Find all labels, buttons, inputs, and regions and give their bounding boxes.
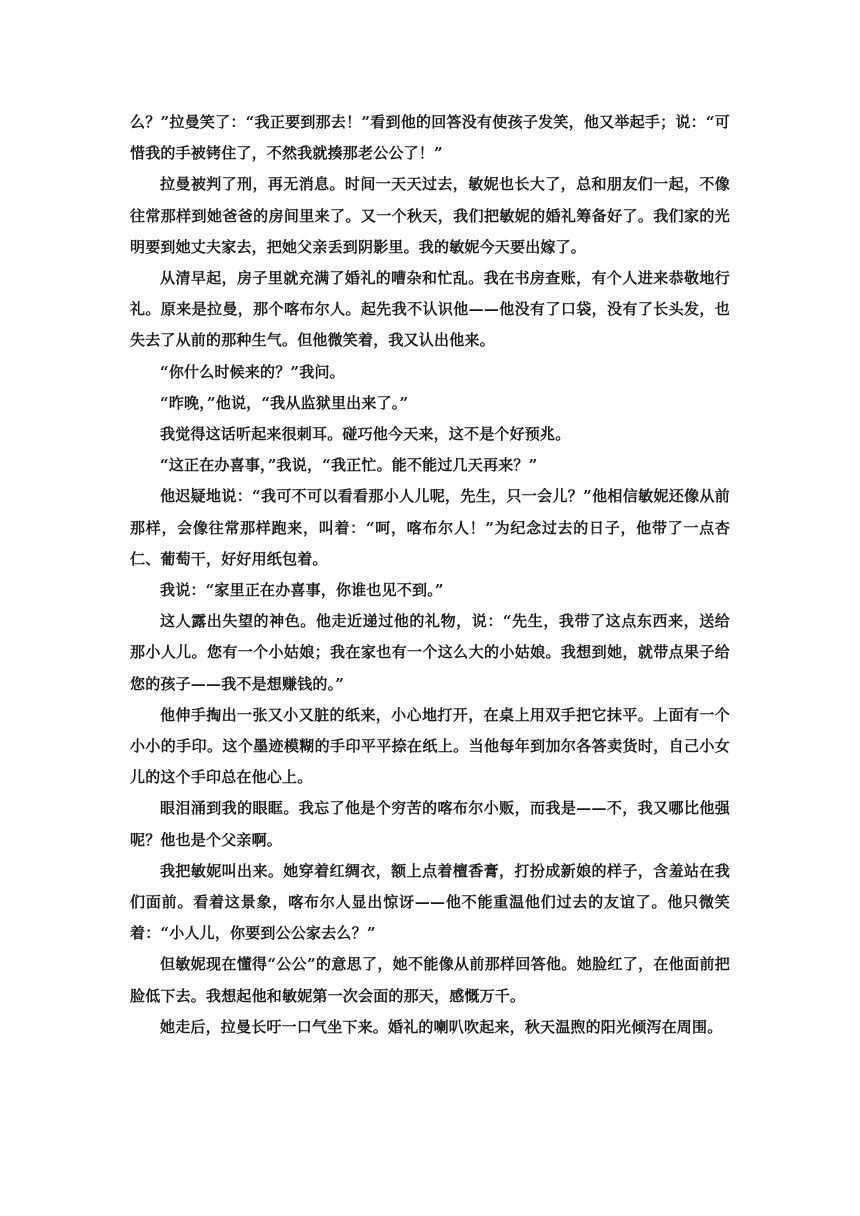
paragraph-6: 我觉得这话听起来很刺耳。碰巧他今天来，这不是个好预兆。	[160, 425, 571, 444]
paragraph-8: 他迟疑地说：“我可不可以看看那小人儿呢，先生，只一会儿？”他相信敏妮还像从前那样，会像往常那样跑来，叫着：“呵，喀布尔人！”为纪念过去的日子，他带了一点杏仁、葡萄干，好好用纸包着。	[130, 487, 730, 568]
paragraph-11: 他伸手掏出一张又小又脏的纸来，小心地打开，在桌上用双手把它抹平。上面有一个小小的手印。这个墨迹模糊的手印平平捺在纸上。当他每年到加尔各答卖货时，自己小女儿的这个手印总在他心上。	[130, 705, 730, 787]
paragraph-12: 眼泪涌到我的眼眶。我忘了他是个穷苦的喀布尔小贩，而我是——不，我又哪比他强呢？他也是个父亲啊。	[130, 799, 730, 849]
document-page	[130, 107, 730, 1043]
paragraph-9: 我说：“家里正在办喜事，你谁也见不到。”	[160, 581, 444, 600]
paragraph-14: 但敏妮现在懂得“公公”的意思了，她不能像从前那样回答他。她脸红了，在他面前把脸低下去。我想起他和敏妮第一次会面的那天，感慨万千。	[130, 955, 730, 1005]
paragraph-2: 拉曼被判了刑，再无消息。时间一天天过去，敏妮也长大了，总和朋友们一起，不像往常那样到她爸爸的房间里来了。又一个秋天，我们把敏妮的婚礼筹备好了。我们家的光明要到她丈夫家去，把她父亲丢到阴影里。我的敏妮今天要出嫁了。	[130, 175, 730, 256]
paragraph-4: “你什么时候来的？”我问。	[160, 362, 345, 381]
paragraph-5: “昨晚，”他说，“我从监狱里出来了。”	[160, 393, 409, 412]
paragraph-15: 她走后，拉曼长吁一口气坐下来。婚礼的喇叭吹起来，秋天温煦的阳光倾泻在周围。	[160, 1017, 723, 1036]
paragraph-7: “这正在办喜事，”我说，“我正忙。能不能过几天再来？”	[160, 456, 538, 475]
paragraph-10: 这人露出失望的神色。他走近递过他的礼物，说：“先生，我带了这点东西来，送给那小人儿。您有一个小姑娘；我在家也有一个这么大的小姑娘。我想到她，就带点果子给您的孩子——我不是想赚钱的。”	[130, 612, 730, 693]
paragraph-3: 从清早起，房子里就充满了婚礼的嘈杂和忙乱。我在书房查账，有个人进来恭敬地行礼。原来是拉曼，那个喀布尔人。起先我不认识他——他没有了口袋，没有了长头发，也失去了从前的那种生气。但他微笑着，我又认出他来。	[130, 269, 730, 350]
paragraph-13: 我把敏妮叫出来。她穿着红绸衣，额上点着檀香膏，打扮成新娘的样子，含羞站在我们面前。看着这景象，喀布尔人显出惊讶——他不能重温他们过去的友谊了。他只微笑着：“小人儿，你要到公公家去么？”	[130, 861, 730, 943]
paragraph-1: 么？”拉曼笑了：“我正要到那去！”看到他的回答没有使孩子发笑，他又举起手；说：“可惜我的手被铐住了，不然我就揍那老公公了！”	[130, 113, 730, 163]
